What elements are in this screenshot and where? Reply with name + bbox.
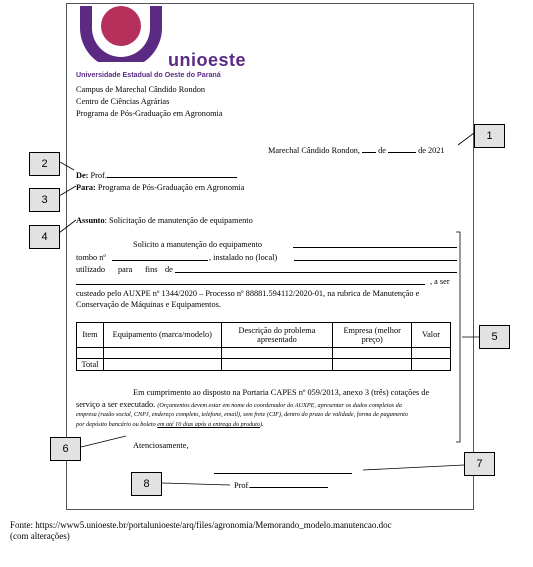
callout-3: 3 [29, 188, 60, 212]
closing-text: Atenciosamente, [133, 441, 189, 450]
body-line-6: Conservação de Máquinas e Equipamentos. [76, 300, 221, 309]
signature-label: Prof. [234, 480, 328, 490]
compliance-line-1: Em cumprimento ao disposto na Portaria CAPES nº 059/2013, anexo 3 (três) cotações de [133, 388, 430, 397]
compliance-line-4: por depósito bancário ou boleto em até 10 dias após a entrega do produto). [76, 421, 264, 428]
callout-1: 1 [474, 124, 505, 148]
from-line: De: Prof. [76, 170, 237, 180]
compliance-line-3: empresa (razão social, CNPJ, endereço completo, telefone, email), sem frete (CIF), dentro do prazo de validade, forma de pagamento [76, 411, 408, 418]
body-line-3c: fins [145, 265, 158, 274]
body-line-2b: , instalado no (local) [209, 253, 278, 262]
callout-4: 4 [29, 225, 60, 249]
th-value: Valor [412, 323, 451, 348]
callout-6: 6 [50, 437, 81, 461]
callout-7: 7 [464, 452, 495, 476]
body-line-3d: de [165, 265, 173, 274]
th-company: Empresa (melhor preço) [333, 323, 412, 348]
body-line-3a: utilizado [76, 265, 106, 274]
compliance-line-2: serviço a ser executado. (Orçamentos devem estar em nome do coordenador do AUXPE, apresentar os dados completos da [76, 400, 402, 409]
th-problem: Descrição do problema apresentado [221, 323, 333, 348]
body-line-1: Solicito a manutenção do equipamento [133, 240, 263, 249]
body-line-4-end: , a ser [430, 277, 450, 286]
callout-2: 2 [29, 152, 60, 176]
th-item: Item [77, 323, 104, 348]
callout-8: 8 [131, 472, 162, 496]
body-line-3b: para [118, 265, 133, 274]
header-center: Centro de Ciências Agrárias [76, 97, 170, 106]
date-line: Marechal Cândido Rondon, de de 2021 [268, 146, 445, 155]
header-program: Programa de Pós-Graduação em Agronomia [76, 109, 223, 118]
body-line-5: custeado pelo AUXPE nº 1344/2020 – Processo nº 88881.594112/2020-01, na rubrica de Manutenção e [76, 289, 420, 298]
body-line-2a: tombo nº [76, 253, 106, 262]
footer-source-url: Fonte: https://www5.unioeste.br/portalunioeste/arq/files/agronomia/Memorando_modelo.manutencao.doc [10, 520, 392, 530]
subject-line: Assunto: Solicitação de manutenção de equipamento [76, 216, 253, 225]
logo-wordmark: unioeste [168, 50, 247, 70]
th-equipment: Equipamento (marca/modelo) [103, 323, 221, 348]
total-label: Total [77, 359, 104, 371]
callout-5: 5 [479, 325, 510, 349]
footer-note: (com alterações) [10, 531, 70, 541]
source-footer [10, 520, 525, 542]
header-campus: Campus de Marechal Cândido Rondon [76, 85, 206, 94]
logo-subtitle: Universidade Estadual do Oeste do Paraná [76, 71, 221, 79]
to-line: Para: Programa de Pós-Graduação em Agronomia [76, 183, 245, 192]
